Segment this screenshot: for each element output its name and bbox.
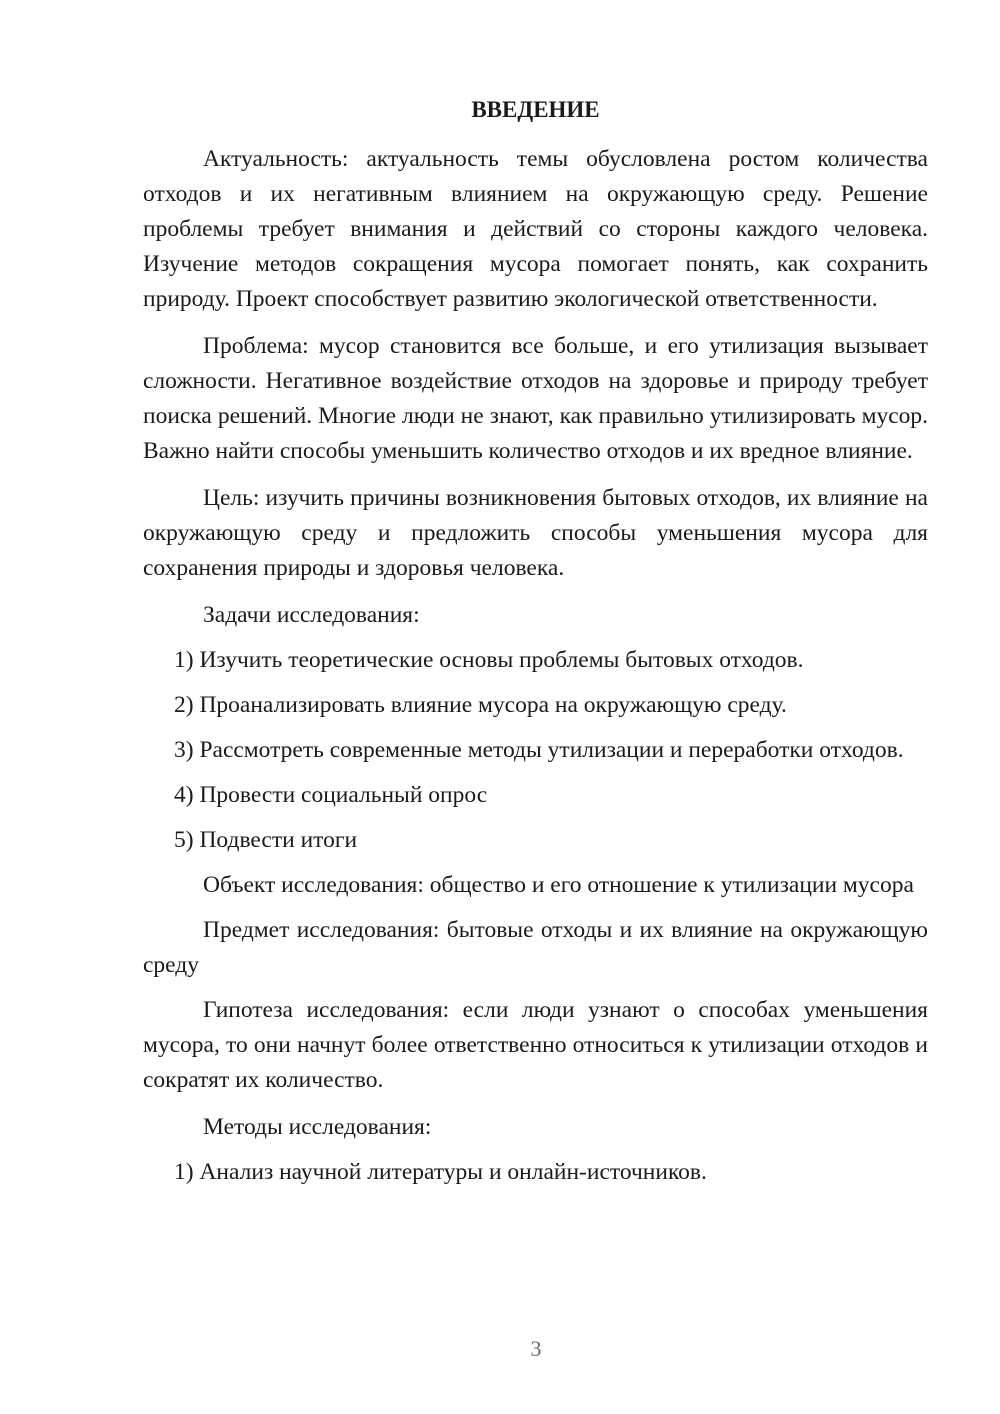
task-item-4: 4) Провести социальный опрос xyxy=(174,782,488,808)
paragraph-subject: Предмет исследования: бытовые отходы и их влияние на окружающую среду xyxy=(143,917,928,978)
task-item-1: 1) Изучить теоретические основы проблемы бытовых отходов. xyxy=(174,647,804,673)
paragraph-object: Объект исследования: общество и его отношение к утилизации мусора xyxy=(203,872,914,898)
methods-heading: Методы исследования: xyxy=(203,1114,432,1140)
task-item-2: 2) Проанализировать влияние мусора на окружающую среду. xyxy=(174,692,787,718)
paragraph-goal: Цель: изучить причины возникновения бытовых отходов, их влияние на окружающую среду и предложить способы уменьшения мусора для сохранения природы и здоровья человека. xyxy=(143,485,928,581)
paragraph-relevance: Актуальность: актуальность темы обусловлена ростом количества отходов и их негативным влиянием на окружающую среду. Решение проблемы требует внимания и действий со стороны каждого человека. Изучение методов сокращения мусора помогает понять, как сохранить природу. Проект способствует развитию экологической ответственности. xyxy=(143,146,928,312)
page-number: 3 xyxy=(530,1336,542,1361)
paragraph-problem: Проблема: мусор становится все больше, и его утилизация вызывает сложности. Негативное воздействие отходов на здоровье и природу требует поиска решений. Многие люди не знают, как правильно утилизировать мусор. Важно найти способы уменьшить количество отходов и их вредное влияние. xyxy=(143,333,928,464)
method-item-1: 1) Анализ научной литературы и онлайн-источников. xyxy=(174,1159,707,1185)
tasks-heading: Задачи исследования: xyxy=(203,602,420,628)
task-item-5: 5) Подвести итоги xyxy=(174,827,358,853)
task-item-3: 3) Рассмотреть современные методы утилизации и переработки отходов. xyxy=(174,737,904,763)
document-page xyxy=(143,92,928,1190)
page-title: ВВЕДЕНИЕ xyxy=(471,97,600,122)
paragraph-hypothesis: Гипотеза исследования: если люди узнают о способах уменьшения мусора, то они начнут более ответственно относиться к утилизации отходов и сократят их количество. xyxy=(143,997,928,1093)
